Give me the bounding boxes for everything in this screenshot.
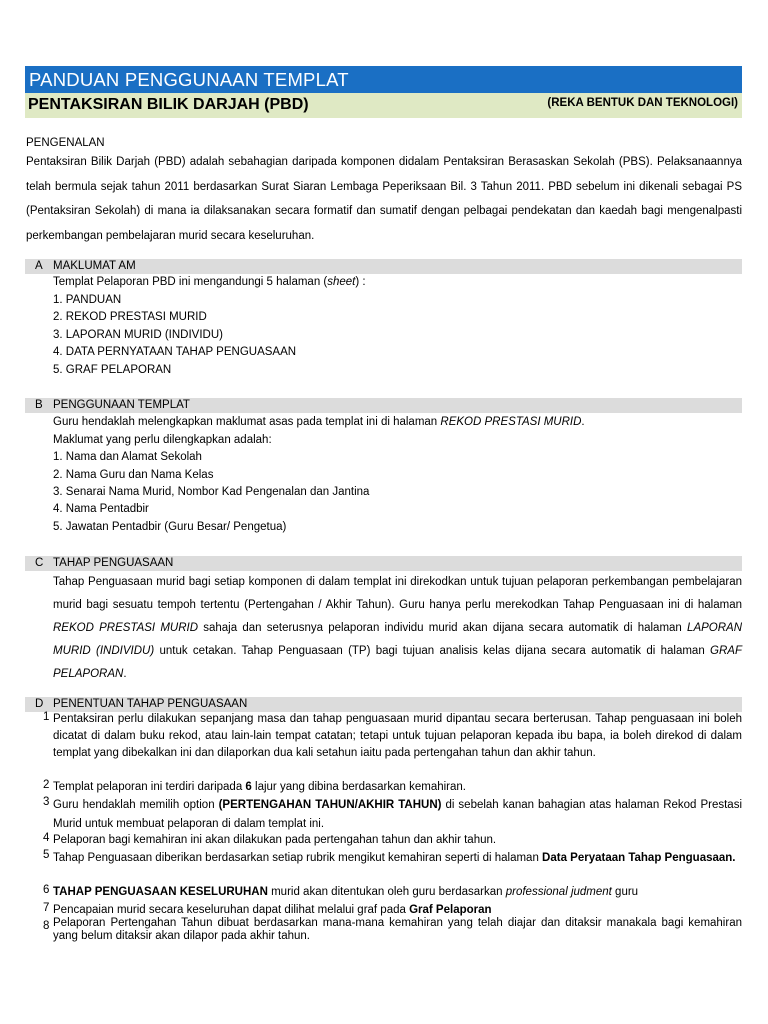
- text-run: lajur yang dibina berdasarkan kemahiran.: [251, 781, 466, 793]
- text-run: Tahap Penguasaan diberikan berdasarkan setiap rubrik mengikut kemahiran seperti di halaman: [53, 852, 543, 864]
- section-letter: A: [35, 260, 43, 272]
- section-letter: C: [35, 557, 44, 569]
- item-number: 8: [43, 920, 50, 932]
- list-item: 5. Jawatan Pentadbir (Guru Besar/ Pengetua): [53, 521, 287, 533]
- text-run: Templat pelaporan ini terdiri daripada: [53, 781, 246, 793]
- section-b-line: Maklumat yang perlu dilengkapkan adalah:: [53, 434, 272, 446]
- text-run: Guru hendaklah memilih option: [53, 799, 219, 811]
- text-run: Pencapaian murid secara keseluruhan dapat dilihat melalui graf pada: [53, 904, 410, 916]
- list-item: 5. GRAF PELAPORAN: [53, 364, 172, 376]
- item-number: 7: [43, 902, 50, 914]
- list-item: 2. REKOD PRESTASI MURID: [53, 311, 207, 323]
- list-item: 1. Nama dan Alamat Sekolah: [53, 451, 202, 463]
- item-number: 2: [43, 779, 50, 791]
- text-run: guru: [611, 886, 639, 898]
- list-item: 1. PANDUAN: [53, 294, 122, 306]
- text-run: Tahap Penguasaan murid bagi setiap komponen di dalam templat ini direkodkan untuk tujuan pelaporan perkembangan pembelajaran murid bagi sesuatu tempoh tertentu (Pertengahan / Akhir Tahun). Guru hanya perlu merekodkan Tahap Penguasaan ini di halaman: [53, 576, 742, 611]
- section-letter: B: [35, 399, 43, 411]
- text-run: .: [123, 668, 127, 680]
- item-number: 6: [43, 884, 50, 896]
- text-run-italic: sheet: [327, 276, 356, 288]
- item-number: 4: [43, 832, 50, 844]
- text-run-italic: REKOD PRESTASI MURID: [53, 622, 199, 634]
- item-text: Pentaksiran perlu dilakukan sepanjang masa dan tahap penguasaan murid dipantau secara berterusan. Tahap penguasaan ini boleh dicatat di dalam buku rekod, atau lain-lain tempat catatan; tetapi untuk tujuan pelaporan kepada ibu bapa, ia boleh direkod di dalam templat yang dibekalkan ini dan dilaporkan dua kali setahun iaitu pada pertengahan tahun dan akhir tahun.: [53, 713, 742, 759]
- section-title: TAHAP PENGUASAAN: [53, 557, 174, 569]
- section-title: MAKLUMAT AM: [53, 260, 136, 272]
- text-run-italic: REKOD PRESTASI MURID: [440, 416, 582, 428]
- list-item: 3. Senarai Nama Murid, Nombor Kad Pengenalan dan Jantina: [53, 486, 370, 498]
- section-c-header: [25, 556, 742, 571]
- list-item: 4. DATA PERNYATAAN TAHAP PENGUASAAN: [53, 346, 297, 358]
- subtitle-bar: [25, 93, 742, 118]
- subject-label: (REKA BENTUK DAN TEKNOLOGI): [547, 97, 738, 109]
- section-a-header: [25, 259, 742, 274]
- text-run-bold: 6: [245, 781, 252, 793]
- list-item: 3. LAPORAN MURID (INDIVIDU): [53, 329, 223, 341]
- section-letter: D: [35, 698, 44, 710]
- item-text: [53, 884, 742, 901]
- text-run: sahaja dan seterusnya pelaporan individu murid akan dijana secara automatik di halaman: [198, 622, 688, 634]
- text-run-bold: Data Peryataan Tahap Penguasaan.: [542, 852, 736, 864]
- text-run: Guru hendaklah melengkapkan maklumat asas pada templat ini di halaman: [53, 416, 441, 428]
- text-run: di sebelah kanan bahagian atas halaman Rekod Prestasi Murid untuk membuat pelaporan di dalam templat ini.: [53, 799, 742, 830]
- list-item: 4. Nama Pentadbir: [53, 503, 149, 515]
- list-item: 2. Nama Guru dan Nama Kelas: [53, 469, 214, 481]
- item-text: [53, 796, 742, 834]
- text-run-italic: LAPORAN MURID (INDIVIDU): [53, 622, 743, 657]
- section-b-header: [25, 398, 742, 413]
- item-text: [53, 849, 742, 868]
- text-run: ) :: [355, 276, 366, 288]
- section-c-paragraph: [53, 571, 742, 686]
- document-subtitle: PENTAKSIRAN BILIK DARJAH (PBD): [28, 96, 309, 113]
- item-number: 5: [43, 849, 50, 861]
- item-text: [53, 779, 742, 796]
- document-title: PANDUAN PENGGUNAAN TEMPLAT: [25, 66, 742, 93]
- item-number: 1: [43, 711, 50, 723]
- text-run: untuk cetakan. Tahap Penguasaan (TP) bagi tujuan analisis kelas dijana secara automatik di halaman: [154, 645, 711, 657]
- text-run-bold: Graf Pelaporan: [409, 904, 492, 916]
- text-run: .: [581, 416, 585, 428]
- text-run: murid akan ditentukan oleh guru berdasarkan: [267, 886, 506, 898]
- text-run-italic: professional judment: [505, 886, 612, 898]
- item-text: Pelaporan bagi kemahiran ini akan dilakukan pada pertengahan tahun dan akhir tahun.: [53, 834, 497, 846]
- item-text: Pelaporan Pertengahan Tahun dibuat berdasarkan mana-mana kemahiran yang telah diajar dan ditaksir manakala bagi kemahiran yang belum ditaksir akan dilapor pada akhir tahun.: [53, 917, 742, 942]
- section-b-line: [53, 416, 585, 428]
- section-title: PENENTUAN TAHAP PENGUASAAN: [53, 698, 248, 710]
- section-a-intro: [53, 276, 366, 288]
- section-d-header: [25, 697, 742, 712]
- text-run-bold: TAHAP PENGUASAAN KESELURUHAN: [53, 886, 268, 898]
- item-number: 3: [43, 796, 50, 808]
- intro-heading: PENGENALAN: [26, 137, 105, 149]
- text-run: Templat Pelaporan PBD ini mengandungi 5 halaman (: [53, 276, 328, 288]
- intro-paragraph: Pentaksiran Bilik Darjah (PBD) adalah sebahagian daripada komponen didalam Pentaksiran Berasaskan Sekolah (PBS). Pelaksanaannya telah bermula sejak tahun 2011 berdasarkan Surat Siaran Lembaga Peperiksaan Bil. 3 Tahun 2011. PBD sebelum ini dikenali sebagai PS (Pentaksiran Sekolah) di mana ia dilaksanakan secara formatif dan sumatif dengan pelbagai pendekatan dan kaedah bagi mengenalpasti perkembangan pembelajaran murid secara keseluruhan.: [26, 156, 742, 242]
- text-run-italic: GRAF PELAPORAN: [53, 645, 742, 680]
- section-title: PENGGUNAAN TEMPLAT: [53, 399, 190, 411]
- text-run-bold: (PERTENGAHAN TAHUN/AKHIR TAHUN): [218, 799, 442, 811]
